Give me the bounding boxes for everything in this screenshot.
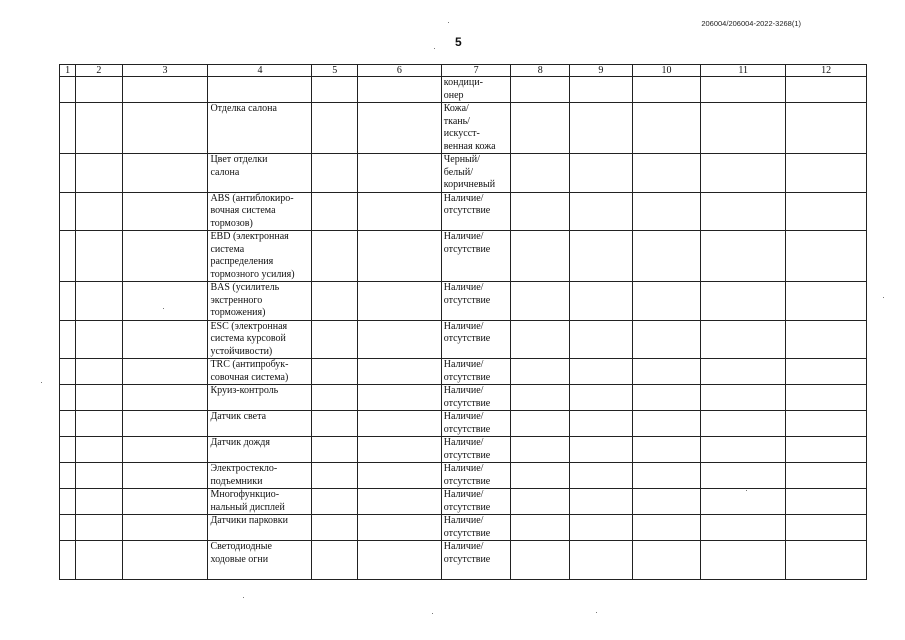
empty-cell bbox=[632, 515, 701, 541]
empty-cell bbox=[632, 385, 701, 411]
empty-cell bbox=[570, 463, 633, 489]
empty-cell bbox=[122, 411, 208, 437]
column-header: 2 bbox=[76, 65, 122, 77]
empty-cell bbox=[122, 77, 208, 103]
empty-cell bbox=[357, 437, 441, 463]
empty-cell bbox=[76, 437, 122, 463]
empty-cell bbox=[786, 282, 867, 321]
empty-cell bbox=[60, 411, 76, 437]
empty-cell bbox=[511, 77, 570, 103]
empty-cell bbox=[570, 437, 633, 463]
feature-name-cell: Датчик света bbox=[208, 411, 312, 437]
empty-cell bbox=[357, 385, 441, 411]
empty-cell bbox=[511, 515, 570, 541]
empty-cell bbox=[60, 489, 76, 515]
empty-cell bbox=[312, 103, 357, 154]
empty-cell bbox=[570, 282, 633, 321]
empty-cell bbox=[122, 359, 208, 385]
empty-cell bbox=[357, 515, 441, 541]
feature-name-cell: TRC (антипробук- совочная система) bbox=[208, 359, 312, 385]
empty-cell bbox=[701, 515, 786, 541]
empty-cell bbox=[701, 359, 786, 385]
empty-cell bbox=[312, 463, 357, 489]
empty-cell bbox=[76, 411, 122, 437]
scan-speck bbox=[448, 22, 449, 23]
empty-cell bbox=[312, 437, 357, 463]
feature-value-cell: Наличие/ отсутствие bbox=[441, 463, 511, 489]
column-header: 5 bbox=[312, 65, 357, 77]
empty-cell bbox=[76, 463, 122, 489]
empty-cell bbox=[786, 489, 867, 515]
empty-cell bbox=[357, 489, 441, 515]
empty-cell bbox=[122, 463, 208, 489]
empty-cell bbox=[701, 320, 786, 359]
table-row bbox=[60, 437, 867, 463]
empty-cell bbox=[122, 320, 208, 359]
empty-cell bbox=[570, 359, 633, 385]
feature-value-cell: Наличие/ отсутствие bbox=[441, 515, 511, 541]
empty-cell bbox=[570, 541, 633, 580]
empty-cell bbox=[122, 103, 208, 154]
table-row bbox=[60, 231, 867, 282]
empty-cell bbox=[701, 192, 786, 231]
empty-cell bbox=[312, 489, 357, 515]
feature-value-cell: Наличие/ отсутствие bbox=[441, 320, 511, 359]
empty-cell bbox=[701, 463, 786, 489]
empty-cell bbox=[570, 320, 633, 359]
empty-cell bbox=[122, 515, 208, 541]
empty-cell bbox=[357, 411, 441, 437]
feature-name-cell: Датчики парковки bbox=[208, 515, 312, 541]
column-header: 7 bbox=[441, 65, 511, 77]
empty-cell bbox=[357, 320, 441, 359]
empty-cell bbox=[60, 231, 76, 282]
empty-cell bbox=[570, 192, 633, 231]
empty-cell bbox=[357, 77, 441, 103]
scan-speck bbox=[41, 382, 42, 383]
empty-cell bbox=[312, 154, 357, 193]
feature-name-cell: Круиз-контроль bbox=[208, 385, 312, 411]
empty-cell bbox=[60, 77, 76, 103]
empty-cell bbox=[786, 411, 867, 437]
empty-cell bbox=[632, 541, 701, 580]
column-header: 11 bbox=[701, 65, 786, 77]
feature-name-cell bbox=[208, 77, 312, 103]
empty-cell bbox=[312, 282, 357, 321]
empty-cell bbox=[786, 192, 867, 231]
empty-cell bbox=[122, 282, 208, 321]
empty-cell bbox=[786, 154, 867, 193]
empty-cell bbox=[60, 515, 76, 541]
feature-value-cell: Черный/ белый/ коричневый bbox=[441, 154, 511, 193]
empty-cell bbox=[76, 282, 122, 321]
empty-cell bbox=[701, 103, 786, 154]
empty-cell bbox=[511, 282, 570, 321]
empty-cell bbox=[786, 515, 867, 541]
feature-name-cell: ABS (антиблокиро- вочная система тормозов) bbox=[208, 192, 312, 231]
empty-cell bbox=[511, 411, 570, 437]
feature-value-cell: кондици- онер bbox=[441, 77, 511, 103]
table-row bbox=[60, 192, 867, 231]
empty-cell bbox=[60, 359, 76, 385]
table-row bbox=[60, 411, 867, 437]
empty-cell bbox=[511, 192, 570, 231]
column-header: 4 bbox=[208, 65, 312, 77]
empty-cell bbox=[312, 231, 357, 282]
empty-cell bbox=[701, 385, 786, 411]
empty-cell bbox=[786, 385, 867, 411]
empty-cell bbox=[312, 515, 357, 541]
empty-cell bbox=[122, 231, 208, 282]
empty-cell bbox=[786, 103, 867, 154]
scan-speck bbox=[746, 490, 747, 491]
empty-cell bbox=[701, 541, 786, 580]
empty-cell bbox=[312, 192, 357, 231]
empty-cell bbox=[511, 385, 570, 411]
table-row bbox=[60, 320, 867, 359]
empty-cell bbox=[786, 231, 867, 282]
table-row bbox=[60, 463, 867, 489]
empty-cell bbox=[76, 320, 122, 359]
feature-value-cell: Наличие/ отсутствие bbox=[441, 411, 511, 437]
empty-cell bbox=[511, 154, 570, 193]
empty-cell bbox=[570, 385, 633, 411]
empty-cell bbox=[357, 359, 441, 385]
empty-cell bbox=[122, 437, 208, 463]
empty-cell bbox=[511, 103, 570, 154]
feature-value-cell: Наличие/ отсутствие bbox=[441, 385, 511, 411]
empty-cell bbox=[632, 231, 701, 282]
empty-cell bbox=[570, 515, 633, 541]
empty-cell bbox=[60, 385, 76, 411]
feature-name-cell: ESC (электронная система курсовой устойчивости) bbox=[208, 320, 312, 359]
empty-cell bbox=[76, 541, 122, 580]
empty-cell bbox=[786, 77, 867, 103]
empty-cell bbox=[357, 282, 441, 321]
empty-cell bbox=[701, 154, 786, 193]
empty-cell bbox=[76, 77, 122, 103]
empty-cell bbox=[632, 411, 701, 437]
column-header: 6 bbox=[357, 65, 441, 77]
empty-cell bbox=[312, 385, 357, 411]
empty-cell bbox=[786, 359, 867, 385]
empty-cell bbox=[122, 489, 208, 515]
empty-cell bbox=[122, 154, 208, 193]
empty-cell bbox=[632, 437, 701, 463]
scan-speck bbox=[432, 613, 433, 614]
document-id: 206004/206004-2022-3268(1) bbox=[701, 19, 801, 28]
column-header: 1 bbox=[60, 65, 76, 77]
empty-cell bbox=[76, 154, 122, 193]
table-row bbox=[60, 103, 867, 154]
empty-cell bbox=[511, 437, 570, 463]
empty-cell bbox=[632, 463, 701, 489]
empty-cell bbox=[786, 463, 867, 489]
column-header: 10 bbox=[632, 65, 701, 77]
scan-speck bbox=[883, 297, 884, 298]
column-header: 8 bbox=[511, 65, 570, 77]
feature-value-cell: Наличие/ отсутствие bbox=[441, 489, 511, 515]
empty-cell bbox=[60, 282, 76, 321]
feature-name-cell: Датчик дождя bbox=[208, 437, 312, 463]
table-row bbox=[60, 282, 867, 321]
table-row bbox=[60, 489, 867, 515]
feature-name-cell: Многофункцио- нальный дисплей bbox=[208, 489, 312, 515]
feature-value-cell: Наличие/ отсутствие bbox=[441, 437, 511, 463]
page-number: 5 bbox=[455, 35, 462, 49]
empty-cell bbox=[786, 437, 867, 463]
empty-cell bbox=[122, 541, 208, 580]
feature-value-cell: Наличие/ отсутствие bbox=[441, 231, 511, 282]
empty-cell bbox=[76, 489, 122, 515]
table-row bbox=[60, 515, 867, 541]
empty-cell bbox=[76, 385, 122, 411]
table-row bbox=[60, 359, 867, 385]
feature-name-cell: EBD (электронная система распределения тормозного усилия) bbox=[208, 231, 312, 282]
empty-cell bbox=[570, 231, 633, 282]
empty-cell bbox=[76, 515, 122, 541]
header-row bbox=[60, 65, 867, 77]
table-row bbox=[60, 77, 867, 103]
feature-value-cell: Наличие/ отсутствие bbox=[441, 359, 511, 385]
scan-speck bbox=[434, 48, 435, 49]
empty-cell bbox=[632, 77, 701, 103]
empty-cell bbox=[701, 489, 786, 515]
empty-cell bbox=[76, 359, 122, 385]
feature-name-cell: Светодиодные ходовые огни bbox=[208, 541, 312, 580]
empty-cell bbox=[76, 231, 122, 282]
empty-cell bbox=[60, 320, 76, 359]
feature-name-cell: Электростекло- подъемники bbox=[208, 463, 312, 489]
table-body bbox=[60, 77, 867, 580]
empty-cell bbox=[60, 437, 76, 463]
scan-speck bbox=[596, 612, 597, 613]
empty-cell bbox=[511, 231, 570, 282]
empty-cell bbox=[570, 103, 633, 154]
empty-cell bbox=[357, 192, 441, 231]
empty-cell bbox=[312, 77, 357, 103]
empty-cell bbox=[701, 77, 786, 103]
empty-cell bbox=[701, 411, 786, 437]
column-header: 12 bbox=[786, 65, 867, 77]
feature-name-cell: Отделка салона bbox=[208, 103, 312, 154]
empty-cell bbox=[511, 489, 570, 515]
empty-cell bbox=[312, 411, 357, 437]
empty-cell bbox=[60, 541, 76, 580]
empty-cell bbox=[122, 385, 208, 411]
spec-table bbox=[59, 64, 867, 580]
empty-cell bbox=[511, 463, 570, 489]
table-row bbox=[60, 154, 867, 193]
empty-cell bbox=[570, 489, 633, 515]
empty-cell bbox=[632, 282, 701, 321]
empty-cell bbox=[632, 359, 701, 385]
empty-cell bbox=[570, 77, 633, 103]
empty-cell bbox=[632, 320, 701, 359]
empty-cell bbox=[786, 320, 867, 359]
empty-cell bbox=[511, 320, 570, 359]
empty-cell bbox=[312, 541, 357, 580]
empty-cell bbox=[60, 463, 76, 489]
scan-speck bbox=[163, 308, 164, 309]
empty-cell bbox=[60, 192, 76, 231]
empty-cell bbox=[632, 192, 701, 231]
feature-value-cell: Наличие/ отсутствие bbox=[441, 541, 511, 580]
feature-name-cell: BAS (усилитель экстренного торможения) bbox=[208, 282, 312, 321]
empty-cell bbox=[701, 231, 786, 282]
feature-value-cell: Наличие/ отсутствие bbox=[441, 282, 511, 321]
empty-cell bbox=[76, 192, 122, 231]
empty-cell bbox=[357, 103, 441, 154]
empty-cell bbox=[701, 282, 786, 321]
empty-cell bbox=[357, 231, 441, 282]
empty-cell bbox=[357, 463, 441, 489]
empty-cell bbox=[632, 154, 701, 193]
scan-speck bbox=[243, 597, 244, 598]
empty-cell bbox=[76, 103, 122, 154]
feature-name-cell: Цвет отделки салона bbox=[208, 154, 312, 193]
feature-value-cell: Кожа/ ткань/ искусст- венная кожа bbox=[441, 103, 511, 154]
empty-cell bbox=[122, 192, 208, 231]
empty-cell bbox=[357, 541, 441, 580]
table-row bbox=[60, 541, 867, 580]
empty-cell bbox=[701, 437, 786, 463]
empty-cell bbox=[60, 154, 76, 193]
empty-cell bbox=[511, 541, 570, 580]
empty-cell bbox=[632, 103, 701, 154]
table-row bbox=[60, 385, 867, 411]
column-header: 9 bbox=[570, 65, 633, 77]
empty-cell bbox=[570, 154, 633, 193]
empty-cell bbox=[570, 411, 633, 437]
empty-cell bbox=[357, 154, 441, 193]
empty-cell bbox=[60, 103, 76, 154]
empty-cell bbox=[511, 359, 570, 385]
empty-cell bbox=[312, 359, 357, 385]
column-header: 3 bbox=[122, 65, 208, 77]
empty-cell bbox=[312, 320, 357, 359]
feature-value-cell: Наличие/ отсутствие bbox=[441, 192, 511, 231]
empty-cell bbox=[632, 489, 701, 515]
empty-cell bbox=[786, 541, 867, 580]
